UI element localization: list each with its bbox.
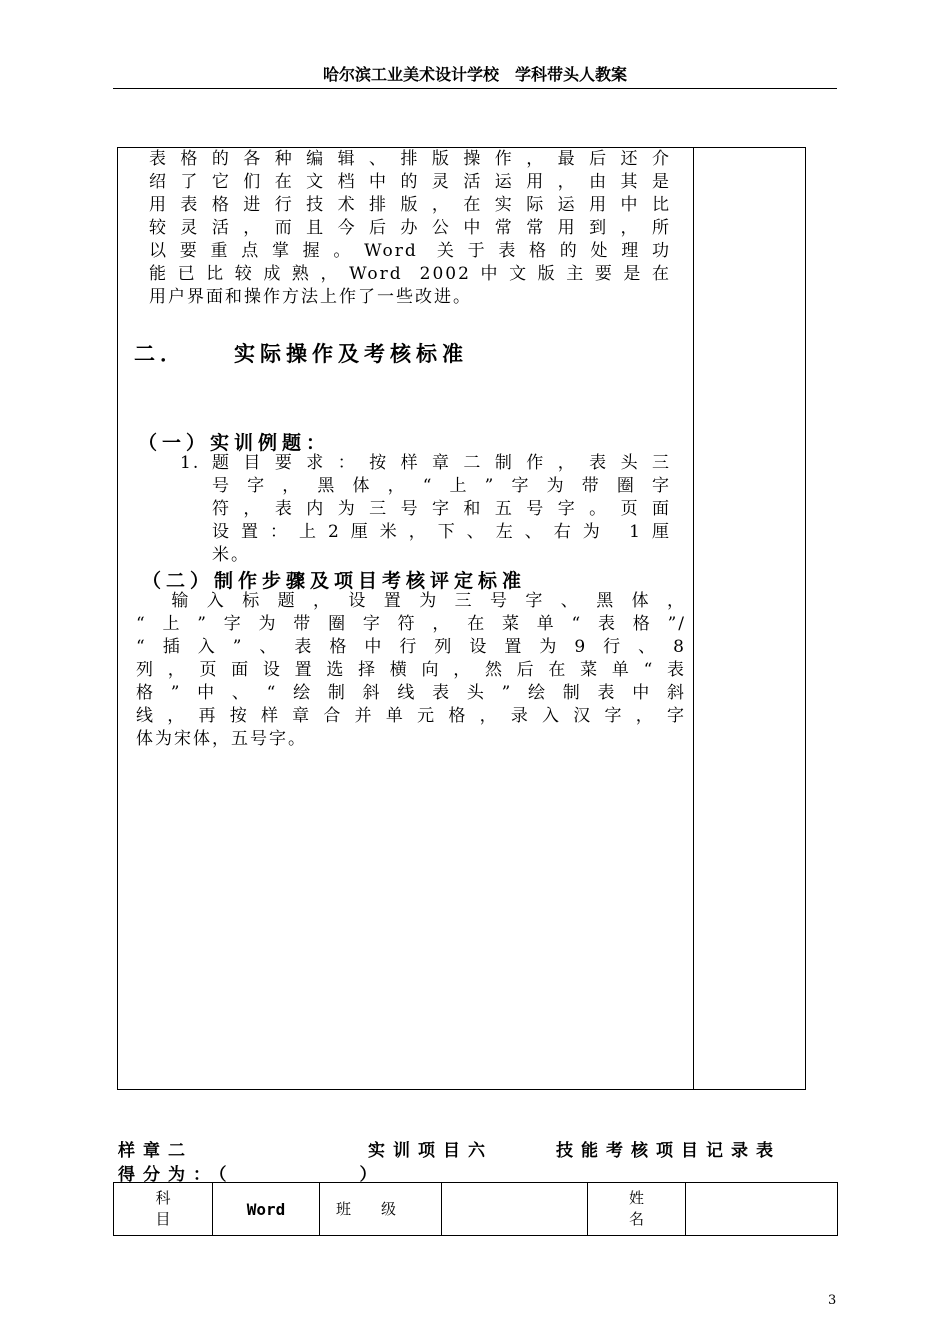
steps-line: 体为宋体，五号字。 [136, 729, 307, 749]
steps-line: 线，再按样章合并单元格，录入汉字，字 [136, 706, 686, 726]
example-line: 号字，黑体，“上”字为带圈字 [212, 476, 671, 496]
example-line: 设置：上2厘米，下、左、右为 1厘 [212, 522, 671, 542]
section-number: 二． [134, 342, 186, 366]
lesson-plan-table [117, 147, 806, 1090]
page-header [113, 62, 837, 89]
steps-paragraph [136, 590, 686, 751]
page-number: 3 [828, 1293, 837, 1308]
example-line: 米。 [212, 545, 250, 565]
steps-line: 列，页面设置选择横向，然后在菜单“表 [136, 660, 686, 680]
steps-line: 输入标题，设置为三号字、黑体， [136, 591, 686, 611]
subject-value-cell: Word [213, 1183, 320, 1236]
record-label: 技能考核项目记录表 [556, 1141, 781, 1161]
intro-line: 绍了它们在文档中的灵活运用，由其是 [149, 172, 671, 192]
example-line: 符，表内为三号字和五号字。页面 [212, 499, 671, 519]
class-value-cell[interactable] [442, 1183, 588, 1236]
name-label: 姓名 [628, 1189, 644, 1228]
example-item-number: 1. [180, 453, 201, 473]
subject-label-cell [114, 1183, 213, 1236]
section-title: 实际操作及考核标准 [234, 342, 468, 366]
table-row [114, 1183, 838, 1236]
sample-label: 样章二 [118, 1141, 193, 1161]
example-line: 题目要求：按样章二制作，表头三 [212, 453, 671, 473]
section-heading [134, 338, 468, 368]
intro-line: 用表格进行技术排版，在实际运用中比 [149, 195, 671, 215]
steps-heading: （二）制作步骤及项目考核评定标准 [142, 570, 527, 592]
column-divider [693, 148, 694, 1089]
steps-line: “上”字为带圈字符，在菜单“表格”/ [136, 614, 686, 634]
name-label-cell [588, 1183, 686, 1236]
intro-line: 表格的各种编辑、排版操作，最后还介 [149, 149, 671, 169]
class-label-cell: 班 级 [320, 1183, 442, 1236]
record-table [113, 1182, 838, 1236]
intro-line: 较灵活，而且今后办公中常常用到，所 [149, 218, 671, 238]
name-value-cell[interactable] [686, 1183, 838, 1236]
example-heading: （一）实训例题： [138, 432, 331, 454]
header-title: 哈尔滨工业美术设计学校 学科带头人教案 [322, 65, 627, 84]
project-label: 实训项目六 [368, 1141, 493, 1161]
intro-line: 用户界面和操作方法上作了一些改进。 [149, 287, 472, 307]
score-line: 得分为：（ ） [118, 1165, 385, 1185]
steps-line: 格”中、“绘制斜线表头”绘制表中斜 [136, 683, 686, 703]
intro-paragraph [149, 148, 671, 309]
example-text [212, 452, 671, 567]
subject-label: 科目 [155, 1189, 171, 1228]
intro-line: 以要重点掌握。Word 关于表格的处理功 [149, 241, 671, 261]
steps-line: “插入”、表格中行列设置为9行、8 [136, 637, 686, 657]
intro-line: 能已比较成熟，Word 2002中文版主要是在 [149, 264, 671, 284]
